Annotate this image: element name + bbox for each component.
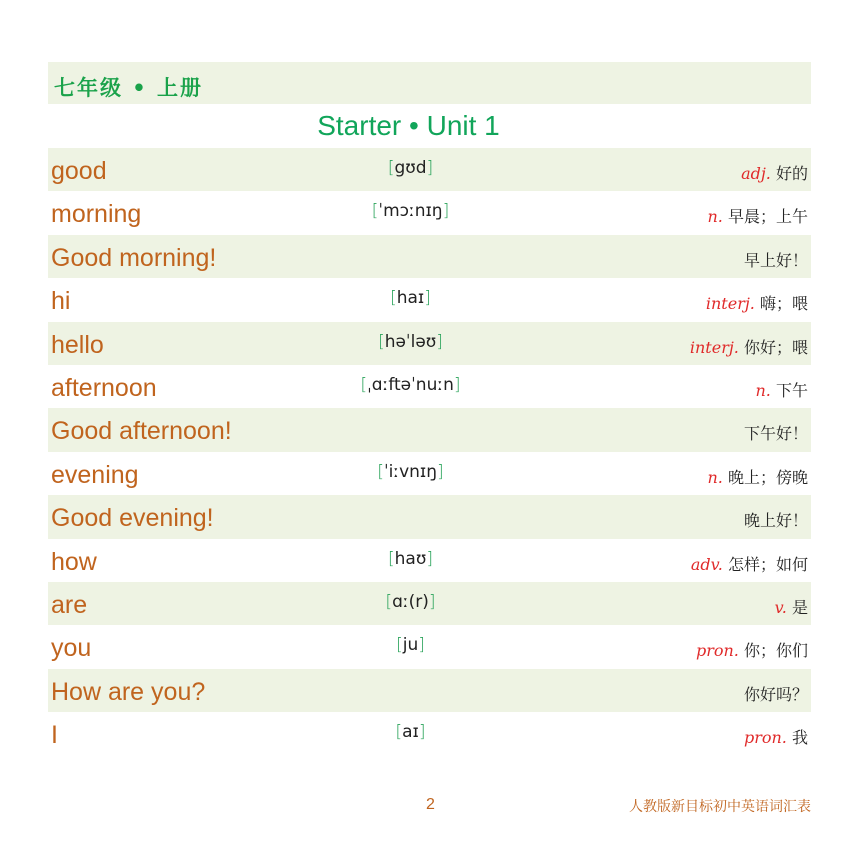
part-of-speech: interj. (705, 294, 755, 314)
bracket-close: ] (426, 158, 434, 178)
vocab-phonetic (308, 158, 513, 178)
meaning-text: 你；你们 (743, 641, 808, 661)
vocab-word: are (51, 590, 88, 619)
bracket-open: [ (390, 288, 397, 309)
phonetic-text: haʊ (394, 548, 427, 569)
vocab-row (48, 191, 811, 234)
grade-label: 七年级 • 上册 (54, 76, 204, 100)
vocab-word: good (51, 157, 107, 185)
vocab-row (48, 712, 811, 755)
meaning-text: 你好吗？ (743, 684, 808, 704)
meaning-text: 嗨；喂 (759, 294, 808, 314)
phonetic-text: gʊd (394, 158, 427, 178)
meaning-text: 怎样；如何 (727, 554, 808, 574)
vocab-row (48, 365, 811, 408)
vocab-phonetic (308, 375, 513, 395)
bracket-close: ] (418, 635, 425, 656)
vocab-row (48, 408, 811, 451)
vocab-meaning (744, 421, 808, 444)
part-of-speech: adj. (741, 164, 771, 183)
book-title: 人教版新目标初中英语词汇表 (629, 799, 811, 815)
bracket-open: [ (371, 201, 379, 222)
bracket-close: ] (424, 288, 431, 309)
meaning-text: 是 (791, 597, 808, 617)
meaning-text: 我 (791, 728, 808, 748)
vocab-meaning (775, 595, 808, 618)
vocab-word: evening (51, 460, 139, 489)
part-of-speech: interj. (689, 337, 739, 357)
vocab-row (48, 235, 811, 278)
vocab-word: Good evening! (51, 504, 214, 533)
vocab-meaning (744, 682, 808, 705)
vocabulary-list (48, 148, 811, 755)
vocab-meaning (691, 552, 808, 575)
vocab-phonetic (308, 332, 513, 352)
bracket-close: ] (418, 722, 426, 743)
phonetic-text: ˈmɔːnɪŋ (378, 201, 443, 222)
vocab-row (48, 322, 811, 365)
phonetic-text: aɪ (402, 722, 419, 743)
bracket-open: [ (377, 461, 384, 482)
vocab-row (48, 539, 811, 582)
bracket-open: [ (385, 591, 393, 612)
vocab-meaning (744, 725, 808, 748)
bracket-close: ] (437, 461, 444, 482)
vocab-word: Good morning! (51, 243, 217, 272)
bracket-close: ] (453, 374, 461, 395)
vocab-word: you (51, 634, 92, 663)
vocab-row (48, 495, 811, 538)
meaning-text: 早上好！ (743, 250, 808, 270)
bracket-open: [ (378, 331, 385, 352)
phonetic-text: həˈləʊ (384, 331, 437, 352)
vocab-word: how (51, 547, 97, 576)
part-of-speech: adv. (690, 554, 723, 574)
grade-banner (48, 62, 811, 104)
bracket-open: [ (395, 722, 403, 743)
meaning-text: 下午 (775, 380, 808, 400)
phonetic-text: ˈiːvnɪŋ (383, 461, 438, 482)
vocab-meaning (690, 335, 808, 358)
phonetic-text: ju (402, 635, 419, 656)
vocab-meaning (741, 161, 808, 184)
vocab-word: morning (51, 200, 142, 229)
page-number: 2 (426, 796, 435, 813)
bracket-close: ] (436, 331, 443, 352)
part-of-speech: pron. (743, 728, 787, 748)
vocab-word: hi (51, 287, 71, 316)
part-of-speech: v. (774, 597, 787, 617)
vocab-meaning (708, 204, 809, 227)
vocab-row (48, 148, 811, 191)
vocab-word: afternoon (51, 373, 157, 402)
vocab-meaning (744, 508, 808, 531)
vocab-meaning (744, 248, 808, 271)
vocab-word: I (51, 721, 58, 750)
vocab-phonetic (308, 462, 513, 482)
bracket-open: [ (360, 374, 368, 395)
vocab-row (48, 582, 811, 625)
vocab-row (48, 452, 811, 495)
vocab-row (48, 278, 811, 321)
bracket-close: ] (442, 201, 450, 222)
bracket-open: [ (388, 548, 395, 569)
vocab-meaning (756, 378, 809, 401)
part-of-speech: pron. (695, 641, 739, 661)
vocab-phonetic (308, 722, 513, 742)
vocab-word: How are you? (51, 677, 206, 706)
vocab-row (48, 669, 811, 712)
vocab-meaning (708, 465, 809, 488)
meaning-text: 好的 (775, 164, 808, 183)
unit-title-text: Starter • Unit 1 (317, 110, 500, 141)
vocab-word: hello (51, 330, 104, 359)
phonetic-text: ˌɑːftəˈnuːn (367, 374, 454, 395)
part-of-speech: n. (707, 207, 723, 227)
meaning-text: 下午好！ (743, 424, 808, 444)
vocab-phonetic (308, 592, 513, 612)
vocab-phonetic (308, 201, 513, 221)
bracket-open: [ (387, 158, 395, 178)
meaning-text: 晚上好！ (743, 511, 808, 531)
meaning-text: 晚上；傍晚 (727, 467, 808, 487)
phonetic-text: ɑː(r) (392, 591, 429, 612)
vocab-word: Good afternoon! (51, 417, 232, 446)
bracket-open: [ (396, 635, 403, 656)
part-of-speech: n. (755, 380, 771, 400)
bracket-close: ] (426, 548, 433, 569)
meaning-text: 你好；喂 (743, 337, 808, 357)
bracket-close: ] (428, 591, 436, 612)
vocab-phonetic (308, 635, 513, 655)
meaning-text: 早晨；上午 (727, 207, 808, 227)
vocab-phonetic (308, 549, 513, 569)
phonetic-text: haɪ (396, 288, 425, 309)
vocab-phonetic (308, 288, 513, 308)
vocab-meaning (696, 638, 808, 661)
vocab-row (48, 625, 811, 668)
unit-title (48, 104, 811, 148)
part-of-speech: n. (707, 467, 723, 487)
vocab-meaning (706, 291, 808, 314)
